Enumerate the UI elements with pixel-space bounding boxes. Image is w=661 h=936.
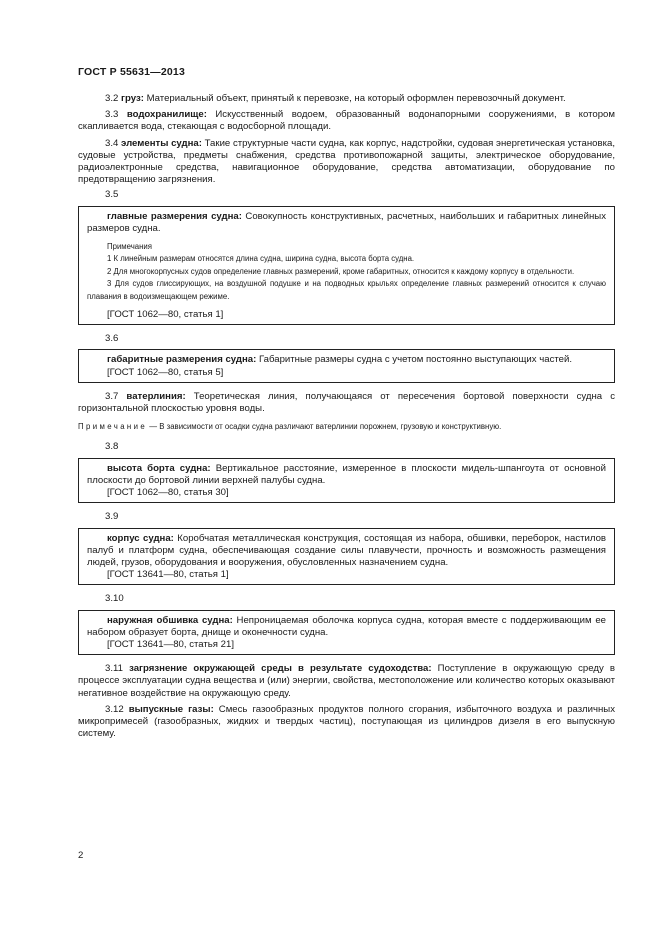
term-number: 3.12	[105, 703, 124, 715]
term-definition: Непроницаемая оболочка корпуса судна, которая вместе с поддерживающим ее набором образует борта, днище и оконечности судна.	[87, 614, 606, 638]
term-name: наружная обшивка судна:	[107, 614, 233, 626]
source-reference: [ГОСТ 13641—80, статья 1]	[107, 569, 229, 581]
page-number: 2	[78, 850, 84, 861]
note-3: 3 Для судов глиссирующих, на воздушной подушке и на подводных крыльях определение главных размерений относится к случаю плавания в водоизмещающем режиме.	[87, 279, 606, 301]
term-number: 3.2	[105, 93, 119, 104]
term-3-10	[87, 615, 606, 639]
term-definition: Материальный объект, принятый к перевозке, на который оформлен перевозочный документ.	[143, 93, 566, 104]
term-box-3-6	[78, 349, 615, 382]
term-number-3-10: 3.10	[105, 593, 124, 605]
term-3-5	[87, 211, 606, 235]
term-box-3-8	[78, 458, 615, 504]
term-3-9	[87, 533, 606, 570]
term-box-3-9	[78, 528, 615, 586]
notes-block	[87, 241, 606, 303]
term-number-3-8: 3.8	[105, 441, 119, 453]
term-name: выпускные газы:	[128, 703, 214, 715]
source-reference: [ГОСТ 13641—80, статья 21]	[107, 638, 234, 650]
term-3-3	[78, 109, 615, 133]
term-number: 3.11	[105, 663, 123, 675]
note-2: 2 Для многокорпусных судов определение главных размерений, кроме габаритных, относится к каждому корпусу в отдельности.	[107, 266, 575, 276]
source-reference: [ГОСТ 1062—80, статья 30]	[107, 487, 229, 499]
notes-title: Примечания	[107, 242, 153, 252]
term-name: главные размерения судна:	[107, 210, 242, 222]
term-number: 3.7	[105, 390, 119, 402]
term-name: корпус судна:	[107, 532, 174, 544]
note-label: Примечание	[78, 422, 148, 432]
term-name: груз:	[121, 93, 144, 104]
term-3-11	[78, 663, 615, 700]
term-definition: Теоретическая линия, получающаяся от пересечения бортовой поверхности судна с горизонтальной плоскостью уровня воды.	[78, 390, 615, 415]
term-3-6	[87, 354, 606, 366]
term-box-3-10	[78, 610, 615, 656]
source-reference: [ГОСТ 1062—80, статья 1]	[107, 309, 224, 321]
document-header: ГОСТ Р 55631—2013	[78, 66, 186, 78]
term-definition: Вертикальное расстояние, измеренное в плоскости мидель-шпангоута от основной плоскости до бортовой линии верхней палубы судна.	[87, 462, 606, 486]
term-name: габаритные размерения судна:	[107, 354, 257, 366]
term-number-3-5: 3.5	[105, 189, 119, 201]
term-name: водохранилище:	[126, 109, 207, 121]
note-3-7	[78, 421, 615, 433]
term-name: ватерлиния:	[126, 390, 186, 402]
term-definition: Совокупность конструктивных, расчетных, наибольших и габаритных линейных размеров судна.	[87, 210, 606, 234]
note-text: — В зависимости от осадки судна различают ватерлинии порожнем, грузовую и конструктивную.	[147, 422, 502, 432]
term-definition: Коробчатая металлическая конструкция, состоящая из набора, обшивки, переборок, настилов палуб и платформ судна, обеспечивающая создание силы плавучести, прочность и возможность размещения людей, грузов, оборудования и вооружения, обусловленных назначением судна.	[87, 532, 607, 568]
document-body	[78, 93, 615, 740]
term-3-4	[78, 138, 615, 187]
term-3-2	[78, 93, 615, 105]
term-number: 3.3	[105, 109, 119, 121]
term-name: высота борта судна:	[107, 462, 211, 474]
term-box-3-5	[78, 206, 615, 326]
term-definition: Искусственный водоем, образованный водонапорными сооружениями, в котором скапливается вода, стекающая с водосборной площади.	[78, 109, 615, 133]
term-name: элементы судна:	[121, 137, 202, 149]
term-definition: Такие структурные части судна, как корпус, надстройки, судовая энергетическая установка, судовые устройства, предметы снабжения, средства противопожарной защиты, электрическое оборудование, радиоэлектронные средства, навигационное оборудование, средства автоматизации, оборудование по предотвращению загрязнения.	[78, 137, 615, 186]
term-number-3-9: 3.9	[105, 511, 119, 523]
term-definition: Смесь газообразных продуктов полного сгорания, избыточного воздуха и различных микропримесей (газообразных, жидких и твердых частиц), поступающая из цилиндров дизеля в его выпускную систему.	[78, 703, 615, 740]
term-number: 3.4	[105, 137, 119, 149]
term-number-3-6: 3.6	[105, 333, 119, 345]
source-reference: [ГОСТ 1062—80, статья 5]	[107, 366, 224, 378]
term-3-8	[87, 463, 606, 487]
note-1: 1 К линейным размерам относятся длина судна, ширина судна, высота борта судна.	[107, 254, 415, 264]
term-3-7	[78, 391, 615, 415]
term-definition: Поступление в окружающую среду в процессе эксплуатации судна вещества и (или) энергии, свойства, местоположение или количество которых оказывают негативное воздействие на окружающую среду.	[78, 663, 615, 699]
term-definition: Габаритные размеры судна с учетом постоянно выступающих частей.	[256, 354, 573, 366]
term-3-12	[78, 704, 615, 741]
term-name: загрязнение окружающей среды в результате судоходства:	[129, 663, 432, 675]
